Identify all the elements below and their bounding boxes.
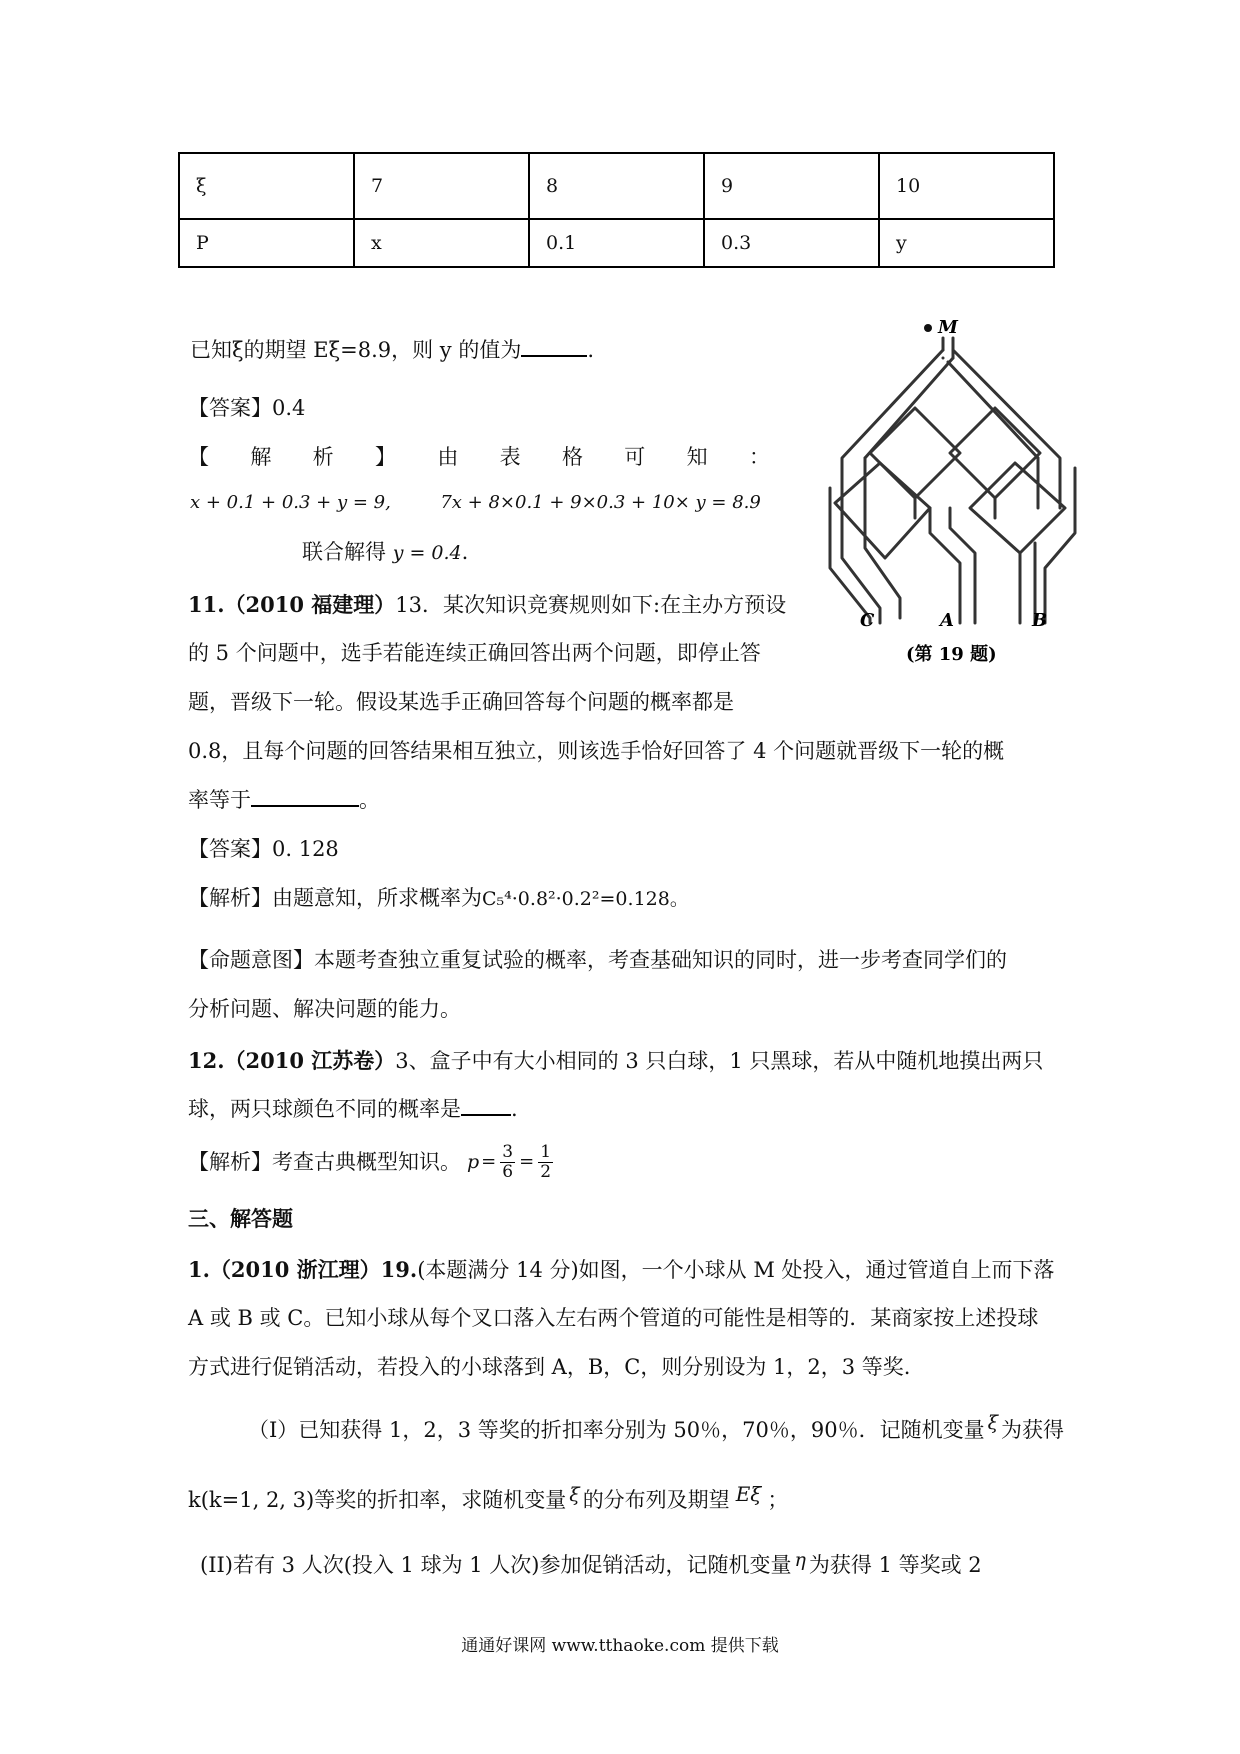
- table-cell: x: [354, 219, 529, 267]
- table-cell: 0.3: [704, 219, 879, 267]
- table-cell: 8: [529, 153, 704, 219]
- q10-analysis-heading: 【 解 析 】 由 表 格 可 知 ：: [188, 445, 770, 469]
- table-head-cell: ξ: [179, 153, 354, 219]
- answer-blank: [461, 1114, 511, 1116]
- q11-answer: 【答案】0. 128: [188, 837, 339, 861]
- label-M: M: [938, 318, 958, 338]
- q19-line2: A 或 B 或 C。已知小球从每个叉口落入左右两个管道的可能性是相等的．某商家按上述投球: [188, 1306, 1039, 1330]
- table-cell: 9: [704, 153, 879, 219]
- distribution-table: [178, 152, 1055, 268]
- table-row: [179, 153, 1054, 219]
- section-title: 三、解答题: [188, 1206, 293, 1231]
- label-C: C: [860, 610, 875, 631]
- q11-line1: 11.（2010 福建理）13．某次知识竞赛规则如下:在主办方预设: [188, 592, 787, 617]
- q19-part1-line2: k(k=1, 2, 3)等奖的折扣率，求随机变量 ξ 的分布列及期望 Eξ ；: [188, 1482, 789, 1512]
- figure-caption: (第 19 题): [906, 644, 997, 665]
- q11-line2: 的 5 个问题中，选手若能连续正确回答出两个问题，即停止答: [188, 641, 761, 665]
- q11-analysis: 【解析】由题意知，所求概率为C₅⁴·0.8²·0.2²=0.128。: [188, 886, 689, 910]
- q11-line5: 率等于 。: [188, 788, 380, 812]
- q12-line2: 球，两只球颜色不同的概率是 .: [188, 1097, 518, 1121]
- table-cell: y: [879, 219, 1054, 267]
- table-cell: 7: [354, 153, 529, 219]
- page-footer: 通通好课网 www.tthaoke.com 提供下载: [461, 1636, 779, 1656]
- answer-blank: [521, 355, 587, 357]
- pipe-diagram: [820, 318, 1090, 670]
- ball-dot: [924, 324, 932, 332]
- q19-part2-line1: (II)若有 3 人次(投入 1 球为 1 人次)参加促销活动，记随机变量 η 为获得 1 等奖或 2: [200, 1549, 982, 1577]
- table-row: [179, 219, 1054, 267]
- fraction: $\frac{1}{2}$: [540, 1142, 552, 1182]
- q12-analysis: 【解析】考查古典概型知识。 p = $\frac{3}{6}$ = $\frac{1}{2}$: [188, 1142, 552, 1182]
- q10-answer: 【答案】0.4: [188, 396, 306, 420]
- label-A: A: [940, 610, 954, 631]
- q11-intent-line1: 【命题意图】本题考查独立重复试验的概率，考查基础知识的同时，进一步考查同学们的: [188, 948, 1007, 972]
- q19-line3: 方式进行促销活动，若投入的小球落到 A，B，C，则分别设为 1，2，3 等奖.: [188, 1355, 911, 1379]
- answer-blank: [251, 805, 359, 807]
- q10-equations: x + 0.1 + 0.3 + y = 9, 7x + 8×0.1 + 9×0.3 + 10× y = 8.9: [190, 492, 761, 513]
- fraction: $\frac{3}{6}$: [502, 1142, 514, 1182]
- table-cell: 10: [879, 153, 1054, 219]
- q11-line3: 题，晋级下一轮。假设某选手正确回答每个问题的概率都是: [188, 690, 734, 714]
- table-cell: 0.1: [529, 219, 704, 267]
- q10-prompt: 已知ξ的期望 Eξ=8.9，则 y 的值为 .: [190, 338, 595, 362]
- table-head-cell: P: [179, 219, 354, 267]
- q19-line1: 1.（2010 浙江理）19.(本题满分 14 分)如图，一个小球从 M 处投入，通过管道自上而下落: [188, 1257, 1055, 1282]
- q11-line4: 0.8，且每个问题的回答结果相互独立，则该选手恰好回答了 4 个问题就晋级下一轮的概: [188, 739, 1005, 763]
- q11-intent-line2: 分析问题、解决问题的能力。: [188, 997, 461, 1021]
- q12-line1: 12.（2010 江苏卷）3、盒子中有大小相同的 3 只白球，1 只黑球，若从中随机地摸出两只: [188, 1048, 1044, 1073]
- q19-part1-line1: （I）已知获得 1，2，3 等奖的折扣率分别为 50％，70％，90％．记随机变量 ξ 为获得: [248, 1412, 1065, 1442]
- label-B: B: [1032, 610, 1048, 631]
- q10-solution: 联合解得 y = 0.4.: [302, 540, 469, 564]
